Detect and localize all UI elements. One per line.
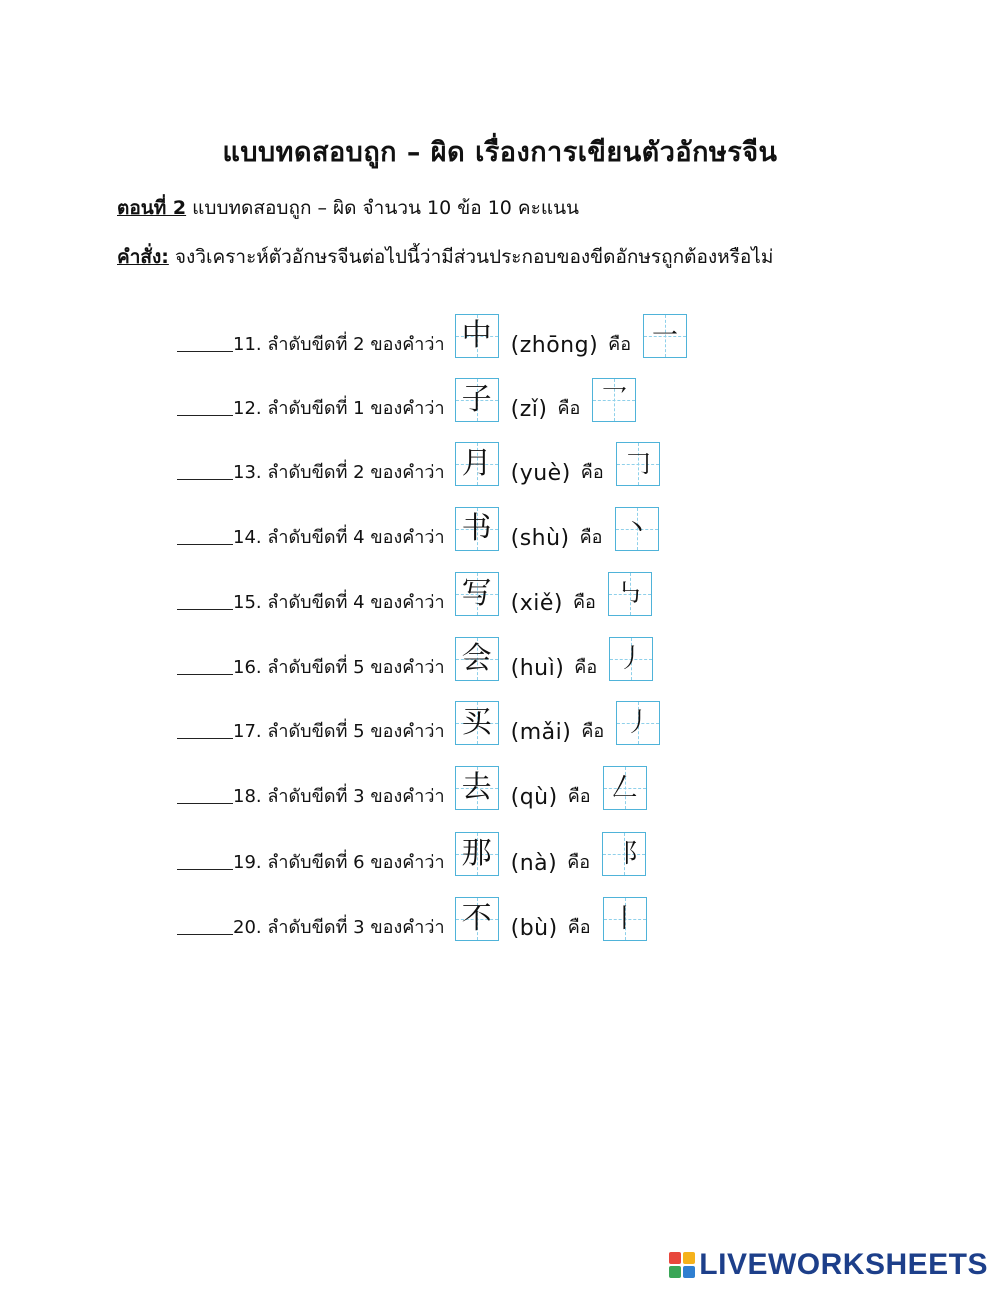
question-row: [177, 438, 737, 486]
question-row: [177, 568, 737, 616]
question-text: 11. ลำดับขีดที่ 2 ของคำว่า: [233, 334, 445, 355]
is-label: คือ: [567, 852, 591, 873]
answer-blank[interactable]: [177, 737, 233, 739]
logo-text: LIVEWORKSHEETS: [699, 1248, 988, 1281]
stroke-box: [609, 637, 653, 681]
instruction-label: คำสั่ง:: [117, 246, 169, 268]
stroke-glyph: 一: [652, 321, 679, 351]
stroke-box: [603, 897, 647, 941]
character-box: [455, 832, 499, 876]
question-row: [177, 697, 737, 745]
stroke-glyph: ⻏: [611, 839, 638, 869]
stroke-glyph: 𠃌: [624, 449, 651, 479]
pinyin-text: (shù): [510, 526, 570, 551]
stroke-glyph: 丿: [618, 644, 645, 674]
chinese-character: 中: [461, 318, 492, 353]
chinese-character: 去: [461, 770, 492, 805]
character-box: [455, 701, 499, 745]
chinese-character: 书: [461, 511, 492, 546]
character-box: [455, 442, 499, 486]
stroke-glyph: 丨: [611, 904, 638, 934]
character-box: [455, 572, 499, 616]
part-text: แบบทดสอบถูก – ผิด จำนวน 10 ข้อ 10 คะแนน: [192, 197, 580, 219]
answer-blank[interactable]: [177, 673, 233, 675]
stroke-glyph: 𠃋: [611, 773, 638, 803]
pinyin-text: (zǐ): [510, 397, 548, 422]
answer-blank[interactable]: [177, 478, 233, 480]
question-text: 13. ลำดับขีดที่ 2 ของคำว่า: [233, 462, 445, 483]
character-box: [455, 314, 499, 358]
character-box: [455, 897, 499, 941]
chinese-character: 买: [461, 705, 492, 740]
part-line: [117, 193, 579, 223]
stroke-box: [592, 378, 636, 422]
question-row: [177, 762, 737, 810]
pinyin-text: (yuè): [510, 461, 571, 486]
chinese-character: 会: [461, 641, 492, 676]
question-text: 19. ลำดับขีดที่ 6 ของคำว่า: [233, 852, 445, 873]
is-label: คือ: [567, 917, 591, 938]
question-text: 12. ลำดับขีดที่ 1 ของคำว่า: [233, 398, 445, 419]
is-label: คือ: [567, 786, 591, 807]
is-label: คือ: [574, 657, 598, 678]
question-row: [177, 374, 737, 422]
pinyin-text: (huì): [510, 656, 565, 681]
pinyin-text: (bù): [510, 916, 558, 941]
is-label: คือ: [580, 462, 604, 483]
stroke-box: [608, 572, 652, 616]
pinyin-text: (xiě): [510, 591, 563, 616]
is-label: คือ: [557, 398, 581, 419]
pinyin-text: (nà): [510, 851, 558, 876]
question-text: 14. ลำดับขีดที่ 4 ของคำว่า: [233, 527, 445, 548]
answer-blank[interactable]: [177, 350, 233, 352]
liveworksheets-logo: [669, 1248, 988, 1282]
chinese-character: 不: [461, 901, 492, 936]
question-row: [177, 633, 737, 681]
question-row: [177, 503, 737, 551]
stroke-box: [602, 832, 646, 876]
answer-blank[interactable]: [177, 608, 233, 610]
is-label: คือ: [579, 527, 603, 548]
pinyin-text: (zhōng): [510, 333, 599, 358]
stroke-box: [616, 442, 660, 486]
chinese-character: 月: [461, 446, 492, 481]
stroke-glyph: 丶: [623, 514, 650, 544]
answer-blank[interactable]: [177, 414, 233, 416]
stroke-glyph: 乛: [601, 385, 628, 415]
instruction-text: จงวิเคราะห์ตัวอักษรจีนต่อไปนี้ว่ามีส่วนประกอบของขีดอักษรถูกต้องหรือไม่: [174, 246, 774, 268]
logo-mark-icon: [669, 1252, 695, 1278]
pinyin-text: (mǎi): [510, 720, 572, 745]
chinese-character: 写: [461, 576, 492, 611]
is-label: คือ: [581, 721, 605, 742]
answer-blank[interactable]: [177, 933, 233, 935]
question-text: 16. ลำดับขีดที่ 5 ของคำว่า: [233, 657, 445, 678]
question-text: 17. ลำดับขีดที่ 5 ของคำว่า: [233, 721, 445, 742]
stroke-glyph: 丿: [625, 708, 652, 738]
answer-blank[interactable]: [177, 802, 233, 804]
question-row: [177, 828, 737, 876]
instruction-line: [117, 242, 773, 272]
pinyin-text: (qù): [510, 785, 558, 810]
character-box: [455, 637, 499, 681]
is-label: คือ: [572, 592, 596, 613]
question-text: 18. ลำดับขีดที่ 3 ของคำว่า: [233, 786, 445, 807]
question-row: [177, 310, 737, 358]
chinese-character: 那: [461, 836, 492, 871]
stroke-box: [603, 766, 647, 810]
question-row: [177, 893, 737, 941]
question-text: 15. ลำดับขีดที่ 4 ของคำว่า: [233, 592, 445, 613]
chinese-character: 子: [461, 382, 492, 417]
answer-blank[interactable]: [177, 543, 233, 545]
character-box: [455, 378, 499, 422]
answer-blank[interactable]: [177, 868, 233, 870]
character-box: [455, 507, 499, 551]
stroke-box: [616, 701, 660, 745]
question-text: 20. ลำดับขีดที่ 3 ของคำว่า: [233, 917, 445, 938]
stroke-glyph: ㇉: [616, 579, 643, 609]
stroke-box: [615, 507, 659, 551]
stroke-box: [643, 314, 687, 358]
is-label: คือ: [608, 334, 632, 355]
part-label: ตอนที่ 2: [117, 197, 187, 219]
character-box: [455, 766, 499, 810]
worksheet-title: แบบทดสอบถูก – ผิด เรื่องการเขียนตัวอักษรจีน: [222, 137, 778, 168]
